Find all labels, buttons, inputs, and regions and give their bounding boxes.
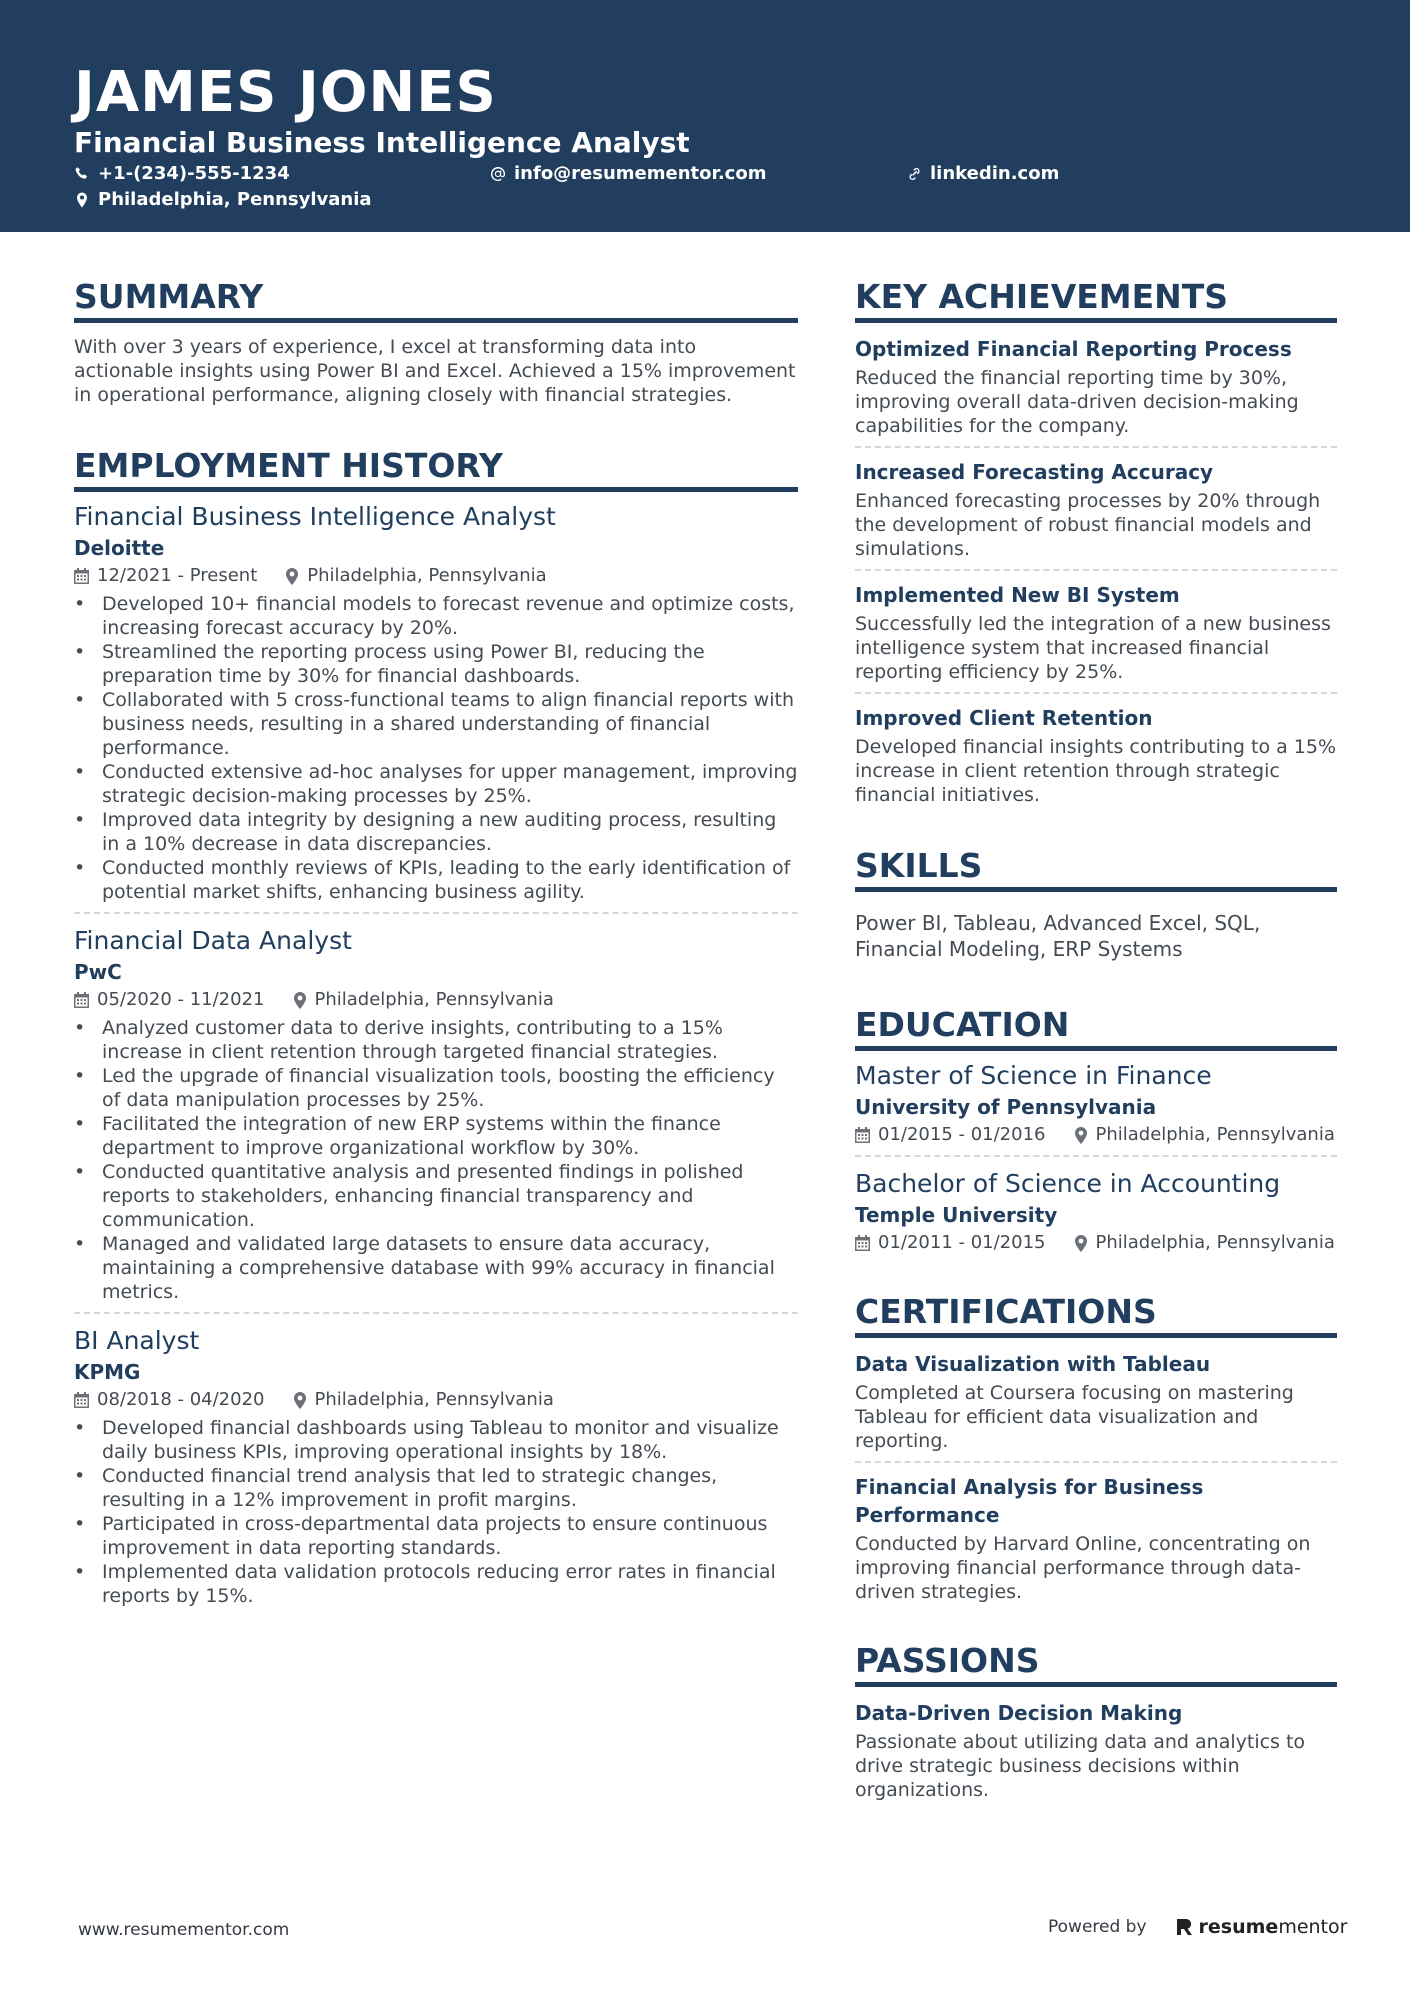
company-name: PwC xyxy=(74,960,122,984)
brand-light: mentor xyxy=(1278,1916,1348,1938)
at-icon xyxy=(490,166,506,182)
bullet-item: • Analyzed customer data to derive insights, contributing to a 15% increase in client retention through targeted financial strategies. xyxy=(74,1016,798,1064)
list-item xyxy=(855,1473,1337,1604)
date-location-row xyxy=(855,1123,1337,1147)
list-item xyxy=(855,704,1337,807)
brand-logo[interactable] xyxy=(1175,1916,1348,1938)
job-role: Financial Data Analyst xyxy=(74,926,352,955)
date-range: 01/2011 - 01/2015 xyxy=(878,1232,1046,1253)
date-location-row xyxy=(74,564,798,588)
map-pin-icon xyxy=(293,1392,307,1409)
item-title: Implemented New BI System xyxy=(855,583,1180,607)
item-description: Developed financial insights contributing to a 15% increase in client retention through strategic financial initiatives. xyxy=(855,736,1337,806)
location-text: Philadelphia, Pennsylvania xyxy=(98,189,372,210)
degree: Bachelor of Science in Accounting xyxy=(855,1169,1281,1198)
education-heading: EDUCATION xyxy=(855,1004,1337,1051)
job-bullets xyxy=(74,1016,798,1304)
item-title: Increased Forecasting Accuracy xyxy=(855,460,1214,484)
item-title: Data Visualization with Tableau xyxy=(855,1352,1211,1376)
location xyxy=(293,988,554,1012)
date-location-row xyxy=(74,1388,798,1412)
map-pin-icon xyxy=(1074,1235,1088,1252)
item-description: Successfully led the integration of a new business intelligence system that increased financial reporting efficiency by 25%. xyxy=(855,613,1331,683)
phone-contact xyxy=(74,162,290,186)
linkedin-contact[interactable] xyxy=(906,162,1059,186)
job-role: Financial Business Intelligence Analyst xyxy=(74,502,556,531)
location xyxy=(293,1388,554,1412)
job-entry xyxy=(74,1324,798,1608)
school-name: University of Pennsylvania xyxy=(855,1095,1157,1119)
location-text: Philadelphia, Pennsylvania xyxy=(1095,1124,1335,1145)
bullet-item: • Managed and validated large datasets to ensure data accuracy, maintaining a comprehensive database with 99% accuracy in financial metrics. xyxy=(74,1232,798,1304)
item-title: Improved Client Retention xyxy=(855,706,1153,730)
phone-text: +1-(234)-555-1234 xyxy=(98,163,290,184)
job-bullets xyxy=(74,1416,798,1608)
brand-bold: resume xyxy=(1198,1916,1279,1938)
job-role: BI Analyst xyxy=(74,1326,200,1355)
list-item xyxy=(855,581,1337,684)
divider xyxy=(855,1155,1337,1157)
bullet-item: • Participated in cross-departmental data projects to ensure continuous improvement in data reporting standards. xyxy=(74,1512,798,1560)
calendar-icon xyxy=(74,568,89,584)
date-location-row xyxy=(74,988,798,1012)
divider xyxy=(855,446,1337,448)
candidate-name: JAMES JONES xyxy=(74,60,497,125)
item-title: Optimized Financial Reporting Process xyxy=(855,337,1292,361)
location-text: Philadelphia, Pennsylvania xyxy=(307,565,547,586)
email-text[interactable]: info@resumementor.com xyxy=(514,163,767,184)
certifications-heading: CERTIFICATIONS xyxy=(855,1291,1337,1338)
job-entry xyxy=(74,500,798,904)
calendar-icon xyxy=(855,1235,870,1251)
bullet-item: • Conducted quantitative analysis and presented findings in polished reports to stakeholders, enhancing financial transparency and communication. xyxy=(74,1160,798,1232)
bullet-item: • Streamlined the reporting process using Power BI, reducing the preparation time by 30% for financial dashboards. xyxy=(74,640,798,688)
linkedin-text[interactable]: linkedin.com xyxy=(930,163,1060,184)
company-name: KPMG xyxy=(74,1360,141,1384)
list-item xyxy=(855,1699,1337,1802)
item-description: Enhanced forecasting processes by 20% through the development of robust financial models and simulations. xyxy=(855,490,1321,560)
education-entry xyxy=(855,1167,1337,1255)
item-description: Completed at Coursera focusing on mastering Tableau for efficient data visualization and reporting. xyxy=(855,1382,1294,1452)
bullet-item: • Developed 10+ financial models to forecast revenue and optimize costs, increasing forecast accuracy by 20%. xyxy=(74,592,798,640)
bullet-item: • Developed financial dashboards using Tableau to monitor and visualize daily business KPIs, improving operational insights by 18%. xyxy=(74,1416,798,1464)
location xyxy=(1074,1231,1335,1255)
resumementor-logo-icon xyxy=(1175,1917,1193,1937)
summary-text: With over 3 years of experience, I excel at transforming data into actionable insights using Power BI and Excel. Achieved a 15% improvement in operational performance, aligning closely with financial strategies. xyxy=(74,336,796,406)
location-text: Philadelphia, Pennsylvania xyxy=(314,1389,554,1410)
location-contact xyxy=(74,188,372,212)
bullet-item: • Collaborated with 5 cross-functional teams to align financial reports with business needs, resulting in a shared understanding of financial performance. xyxy=(74,688,798,760)
map-pin-icon xyxy=(285,568,299,585)
education-list xyxy=(855,1059,1337,1255)
footer-website[interactable]: www.resumementor.com xyxy=(78,1920,290,1940)
job-bullets xyxy=(74,592,798,904)
bullet-item: • Conducted extensive ad-hoc analyses for upper management, improving strategic decision-making processes by 25%. xyxy=(74,760,798,808)
map-pin-icon xyxy=(74,192,90,208)
date-range: 01/2015 - 01/2016 xyxy=(878,1124,1046,1145)
date-range: 08/2018 - 04/2020 xyxy=(97,1389,265,1410)
company-name: Deloitte xyxy=(74,536,165,560)
date-range: 05/2020 - 11/2021 xyxy=(97,989,265,1010)
bullet-item: • Conducted monthly reviews of KPIs, leading to the early identification of potential market shifts, enhancing business agility. xyxy=(74,856,798,904)
job-list xyxy=(74,500,798,1608)
item-description: Reduced the financial reporting time by 30%, improving overall data-driven decision-making capabilities for the company. xyxy=(855,367,1299,437)
bullet-item: • Improved data integrity by designing a new auditing process, resulting in a 10% decrease in data discrepancies. xyxy=(74,808,798,856)
item-title: Data-Driven Decision Making xyxy=(855,1701,1183,1725)
powered-by-text: Powered by xyxy=(1048,1917,1147,1937)
divider xyxy=(74,912,798,914)
certification-list xyxy=(855,1350,1337,1604)
location xyxy=(285,564,546,588)
list-item xyxy=(855,1350,1337,1453)
email-contact[interactable] xyxy=(490,162,766,186)
item-description: Conducted by Harvard Online, concentrating on improving financial performance through data-driven strategies. xyxy=(855,1533,1311,1603)
location xyxy=(1074,1123,1335,1147)
resume-header xyxy=(0,0,1410,232)
location-text: Philadelphia, Pennsylvania xyxy=(1095,1232,1335,1253)
skills-text: Power BI, Tableau, Advanced Excel, SQL, Financial Modeling, ERP Systems xyxy=(855,911,1261,961)
date-range: 12/2021 - Present xyxy=(97,565,258,586)
passions-heading: PASSIONS xyxy=(855,1640,1337,1687)
employment-heading: EMPLOYMENT HISTORY xyxy=(74,445,798,492)
map-pin-icon xyxy=(293,992,307,1009)
divider xyxy=(855,1461,1337,1463)
item-description: Passionate about utilizing data and analytics to drive strategic business decisions within organizations. xyxy=(855,1731,1306,1801)
map-pin-icon xyxy=(1074,1127,1088,1144)
left-column xyxy=(74,276,798,1608)
bullet-item: • Led the upgrade of financial visualization tools, boosting the efficiency of data manipulation processes by 25%. xyxy=(74,1064,798,1112)
calendar-icon xyxy=(74,1392,89,1408)
job-entry xyxy=(74,924,798,1304)
phone-icon xyxy=(74,166,90,182)
link-icon xyxy=(906,166,922,182)
divider xyxy=(855,692,1337,694)
bullet-item: • Facilitated the integration of new ERP systems within the finance department to improve organizational workflow by 30%. xyxy=(74,1112,798,1160)
calendar-icon xyxy=(855,1127,870,1143)
right-column xyxy=(855,276,1337,1802)
summary-heading: SUMMARY xyxy=(74,276,798,323)
achievement-list xyxy=(855,335,1337,807)
bullet-item: • Implemented data validation protocols reducing error rates in financial reports by 15%. xyxy=(74,1560,798,1608)
item-title: Financial Analysis for Business Performance xyxy=(855,1475,1204,1527)
passion-list xyxy=(855,1699,1337,1802)
degree: Master of Science in Finance xyxy=(855,1061,1212,1090)
calendar-icon xyxy=(74,992,89,1008)
divider xyxy=(855,569,1337,571)
candidate-title: Financial Business Intelligence Analyst xyxy=(74,126,690,159)
education-entry xyxy=(855,1059,1337,1147)
list-item xyxy=(855,335,1337,438)
footer-powered xyxy=(1048,1916,1347,1938)
list-item xyxy=(855,458,1337,561)
school-name: Temple University xyxy=(855,1203,1058,1227)
location-text: Philadelphia, Pennsylvania xyxy=(314,989,554,1010)
skills-heading: SKILLS xyxy=(855,845,1337,892)
divider xyxy=(74,1312,798,1314)
bullet-item: • Conducted financial trend analysis that led to strategic changes, resulting in a 12% improvement in profit margins. xyxy=(74,1464,798,1512)
achievements-heading: KEY ACHIEVEMENTS xyxy=(855,276,1337,323)
date-location-row xyxy=(855,1231,1337,1255)
